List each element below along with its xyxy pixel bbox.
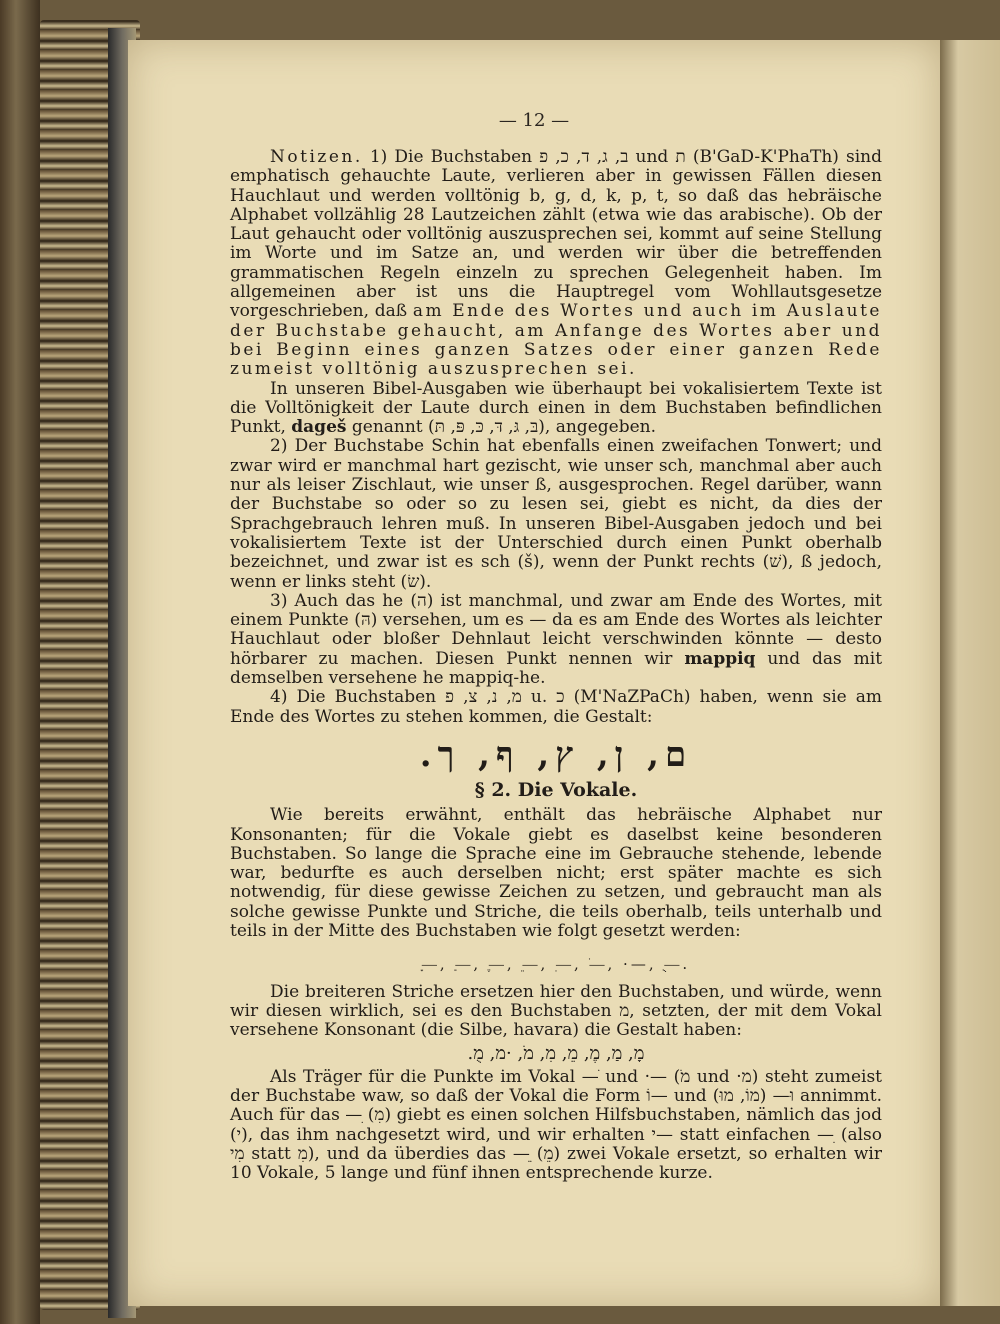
final-letter-forms: ם, ן, ץ, ף, ך.	[419, 734, 693, 775]
notes-text-2-end: genannt (בּ, גּ, דּ, כּ, פּ, תּ), angegeben.	[351, 417, 656, 438]
notes-paragraph-4	[230, 592, 882, 688]
book-spine	[0, 0, 40, 1324]
section-paragraph-3: Als Träger für die Punkte im Vokal —ֹ und ·— (מֹ und ·מ) steht zumeist der Buchstabe waw, so daß der Vokal die Form וֹ— und וּ— (מוֹ, מוּ) annimmt. Auch für das —ִ (מִ) giebt es einen solchen Hilfsbuchstaben, nämlich das jod (י), das ihm nachgesetzt wird, und wir erhalten י— statt einfachen —ִ (also מִי statt מִ), und da überdies das —ֵ (מֵ) zwei Vokale ersetzt, so erhalten wir 10 Vokale, 5 lange und fünf ihnen entsprechende kurze.	[230, 1066, 882, 1184]
notes-paragraph-5: 4) Die Buchstaben מ, נ, צ, פ u. כ (M'NaZPaCh) haben, wenn sie am Ende des Wortes zu stehen kommen, die Gestalt:	[230, 687, 882, 727]
notes-text-1: 1) Die Buchstaben ב, ג, ד, כ, פ und ת (B'GaD-K'PhaTh) sind emphatisch gehauchte Laute, verlieren aber in gewissen Fällen diesen Hauchlaut und werden volltönig b, g, d, k, p, t, so daß das hebräische Alphabet vollzählig 28 Lautzeichen zählt (etwa wie das arabische). Ob der Laut gehaucht oder volltönig auszusprechen sei, kommt auf seine Stellung im Worte und im Satze an, und werden wir über die betreffenden grammatischen Regeln einzeln zu sprechen Gelegenheit haben. Im allgemeinen aber ist uns die Hauptregel vom Wohllautsgesetze vorgeschrieben, daß	[230, 147, 883, 322]
next-page-edge	[940, 40, 1000, 1306]
notes-text-2: In unseren Bibel-Ausgaben wie überhaupt bei vokalisiertem Texte ist die Volltönigkeit der Laute durch einen in dem Buchstaben befindlichen Punkt,	[230, 378, 882, 438]
section-paragraph-2: Die breiteren Striche ersetzen hier den Buchstaben, und würde, wenn wir diesen wirklich, sei es den Buchstaben מ, setzten, der mit dem Vokal versehene Konsonant (die Silbe, havara) die Gestalt haben:	[230, 981, 882, 1041]
section-paragraph-1: Wie bereits erwähnt, enthält das hebräische Alphabet nur Konsonanten; für die Vokale giebt es daselbst keine besonderen Buchstaben. So lange die Sprache eine im Gebrauche stehende, lebende war, bedurfte es auch derselben nicht; erst später machte es sich notwendig, für diese gewisse Zeichen zu setzen, und gebraucht man als solche gewisse Punkte und Striche, die teils oberhalb, teils unterhalb und teils in der Mitte des Buchstaben wie folgt gesetzt werden:	[230, 805, 882, 941]
book-page	[128, 40, 940, 1306]
mappiq-term: mappiq	[684, 648, 756, 669]
notes-paragraph-2	[230, 380, 882, 438]
notes-label: Notizen.	[270, 147, 363, 167]
vowel-signs-row: —ָ, —ַ, —ֶ, —ֵ, —ִ, —ֹ, ·—, —ֻ.	[421, 955, 691, 974]
dagesh-term: dageš	[291, 417, 347, 438]
notes-text-4-end: und das mit demselben versehene he mappiq-he.	[230, 648, 883, 689]
notes-paragraph-3: 2) Der Buchstabe Schin hat ebenfalls einen zweifachen Tonwert; und zwar wird er manchmal hart gezischt, wie unser sch, manchmal aber auch nur als leiser Zischlaut, wie unser ß, ausgesprochen. Regel darüber, wann der Buchstabe so oder so zu lesen sei, giebt es nicht, da dies der Sprachgebrauch lehren muß. In unseren Bibel-Ausgaben jedoch und bei vokalisiertem Texte ist der Unterschied durch einen Punkt oberhalb bezeichnet, und zwar ist es sch (š), wenn der Punkt rechts (שׁ), ß jedoch, wenn er links steht (שׂ).	[230, 436, 882, 592]
notes-text-4: 3) Auch das he (ה) ist manchmal, und zwar am Ende des Wortes, mit einem Punkte (הּ) versehen, um es — da es am Ende des Wortes als leichter Hauchlaut oder bloßer Dehnlaut leicht verschwinden könnte — desto hörbarer zu machen. Diesen Punkt nennen wir	[230, 590, 882, 669]
notes-spaced-rule: am Ende des Wortes und auch im Auslaute der Buchstabe gehaucht, am Anfange des Wortes aber und bei Beginn eines ganzen Satzes oder einer ganzen Rede zumeist volltönig auszusprechen sei.	[230, 301, 882, 380]
page-number: — 12 —	[498, 110, 570, 131]
syllables-row: מָ, מַ, מֶ, מֵ, מִ, מֹ, ·מ, מֻ.	[467, 1043, 645, 1065]
section-heading: § 2. Die Vokale.	[474, 778, 638, 801]
page-text	[230, 148, 882, 1184]
notes-paragraph-1	[230, 148, 882, 380]
